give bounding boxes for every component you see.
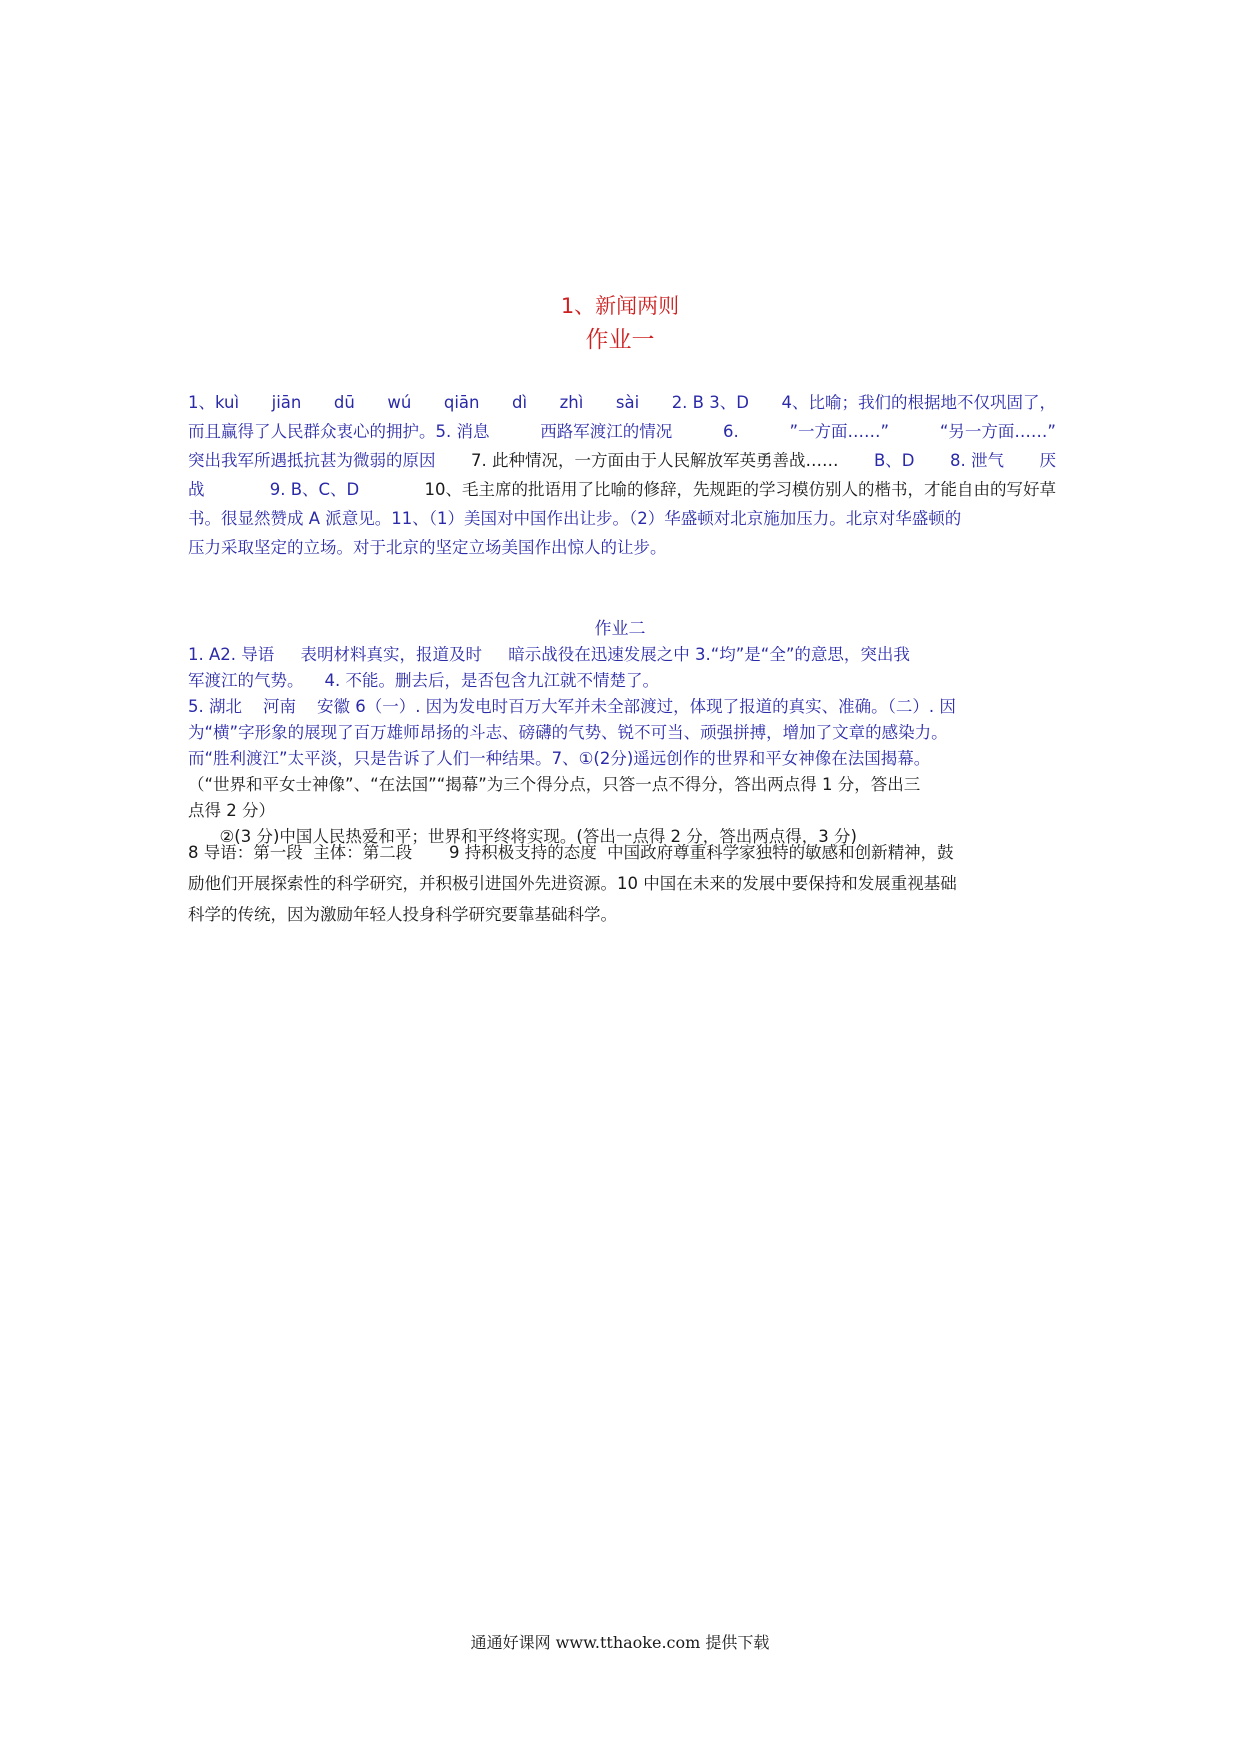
answer-line: 1. A2. 导语 表明材料真实，报道及时 暗示战役在迅速发展之中 3.“均”是“全”的意思，突出我 [188, 645, 910, 664]
answer-line: 军渡江的气势。 4. 不能。删去后，是否包含九江就不情楚了。 [188, 671, 659, 690]
answer-line: 点得 2 分） [188, 801, 275, 820]
lesson-title: 1、新闻两则 [560, 294, 680, 318]
answer-line: 8 导语：第一段 主体：第二段 9 持积极支持的态度 中国政府尊重科学家独特的敏感和创新精神，鼓 [188, 843, 954, 862]
answer-line: 为“横”字形象的展现了百万雄师昂扬的斗志、磅礴的气势、锐不可当、顽强拼搏，增加了文章的感染力。 [188, 723, 948, 742]
answer-line: 5. 湖北 河南 安徽 6（一）. 因为发电时百万大军并未全部渡过，体现了报道的真实、准确。（二）. 因 [188, 697, 956, 716]
page-footer: 通通好课网 www.tthaoke.com 提供下载 [470, 1633, 770, 1652]
answer-line: ②(3 分)中国人民热爱和平；世界和平终将实现。(答出一点得 2 分，答出两点得，3 分) [188, 827, 857, 846]
homework-one-answers [188, 388, 1056, 562]
answer-line: 压力采取坚定的立场。对于北京的坚定立场美国作出惊人的让步。 [188, 538, 667, 557]
homework-two-answers-continued [188, 837, 1056, 930]
answer-line: 战 9. B、C、D 10、毛主席的批语用了比喻的修辞，先规距的学习模仿别人的楷书，才能自由的写好草 [188, 480, 1056, 499]
answer-line: 突出我军所遇抵抗甚为微弱的原因 7. 此种情况，一方面由于人民解放军英勇善战…… B、D 8. 泄气 厌 [188, 451, 1056, 470]
homework-two-heading: 作业二 [594, 619, 646, 639]
answer-line: （“世界和平女士神像”、“在法国”“揭幕”为三个得分点，只答一点不得分，答出两点得 1 分，答出三 [188, 775, 921, 794]
homework-one-heading: 作业一 [585, 327, 655, 353]
answer-line: 而且赢得了人民群众衷心的拥护。5. 消息 西路军渡江的情况 6. ”一方面……” “另一方面……” [188, 422, 1056, 441]
answer-line: 科学的传统，因为激励年轻人投身科学研究要靠基础科学。 [188, 905, 617, 924]
answer-line: 励他们开展探索性的科学研究，并积极引进国外先进资源。10 中国在未来的发展中要保持和发展重视基础 [188, 874, 957, 893]
answer-line: 书。很显然赞成 A 派意见。11、（1）美国对中国作出让步。（2）华盛顿对北京施加压力。北京对华盛顿的 [188, 509, 962, 528]
answer-line: 1、kuì jiān dū wú qiān dì zhì sài 2. B 3、D 4、比喻；我们的根据地不仅巩固了， [188, 393, 1056, 412]
homework-two-answers [188, 642, 1056, 850]
answer-line: 而“胜利渡江”太平淡，只是告诉了人们一种结果。7、①(2分)遥远创作的世界和平女神像在法国揭幕。 [188, 749, 931, 768]
